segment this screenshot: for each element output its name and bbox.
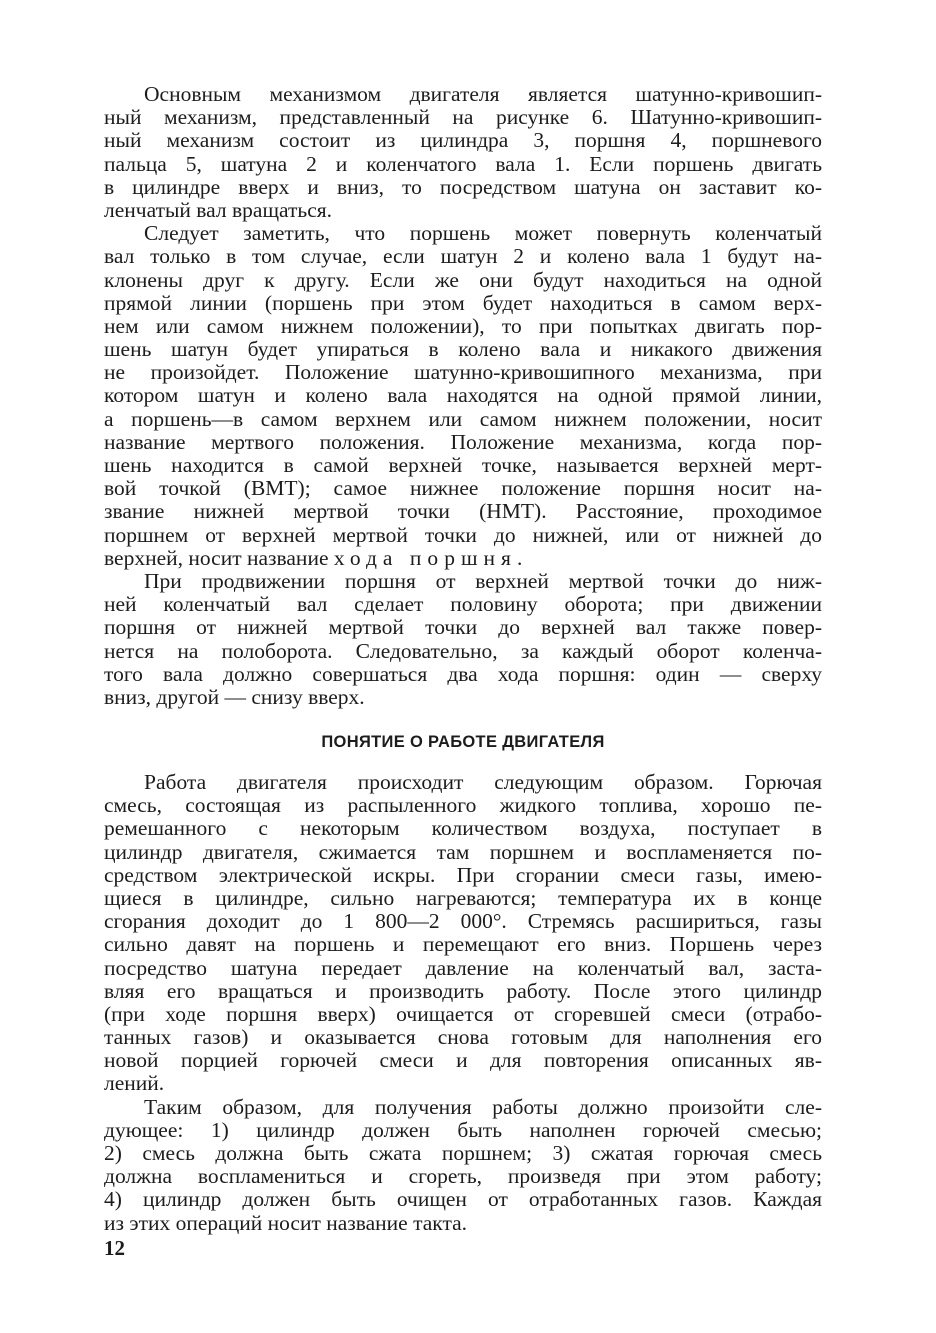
text-line: Работа двигателя происходит следующим образом. Горючая [144, 770, 822, 794]
text-line: ленчатый вал вращаться. [104, 197, 332, 222]
text-line: Таким образом, для получения работы должно произойти сле- [144, 1094, 822, 1119]
text-line: пальца 5, шатуна 2 и коленчатого вала 1. Если поршень двигать [104, 151, 822, 176]
text-line: а поршень—в самом верхнем или самом нижнем положении, носит [104, 406, 822, 431]
text-line: должна воспламениться и сгореть, произведя при этом работу; [104, 1164, 822, 1189]
text-line: вой точкой (ВМТ); самое нижнее положение поршня носит на- [104, 476, 822, 501]
text-run: верхней, носит название [104, 545, 334, 570]
text-line: Основным механизмом двигателя является шатунно-кривошип- [144, 82, 822, 106]
text-line: цилиндр двигателя, сжимается там поршнем и воспламеняется по- [104, 839, 822, 864]
text-line: смесь, состоящая из распыленного жидкого топлива, хорошо пе- [104, 793, 822, 818]
text-line: вниз, другой — снизу вверх. [104, 684, 365, 709]
text-line: из этих операций носит название такта. [104, 1210, 468, 1235]
text-line: посредство шатуна передает давление на коленчатый вал, заста- [104, 955, 822, 980]
text-line: вал только в том случае, если шатун 2 и колено вала 1 будут на- [104, 244, 822, 269]
paragraph-5 [104, 1096, 822, 1235]
text-line: ный механизм состоит из цилиндра 3, поршня 4, поршневого [104, 128, 822, 153]
text-line: лений. [104, 1071, 165, 1096]
text-line: поршня от нижней мертвой точки до верхней вал также повер- [104, 615, 822, 640]
text-line: (при ходе поршня вверх) очищается от сгоревшей смеси (отрабо- [104, 1001, 822, 1026]
text-line: клонены друг к другу. Если же они будут находиться на одной [104, 267, 822, 292]
text-line: в цилиндре вверх и вниз, то посредством шатуна он заставит ко- [104, 174, 822, 199]
text-line [104, 547, 822, 570]
section-heading: ПОНЯТИЕ О РАБОТЕ ДВИГАТЕЛЯ [321, 733, 605, 751]
spaced-term: хода поршня [333, 545, 517, 570]
text-line: 4) цилиндр должен быть очищен от отработанных газов. Каждая [104, 1187, 822, 1212]
text-line: название мертвого положения. Положение механизма, когда пор- [104, 429, 822, 454]
text-line: не произойдет. Положение шатунно-кривошипного механизма, при [104, 360, 822, 385]
page-number: 12 [104, 1236, 125, 1260]
section-2-text [104, 771, 822, 1235]
text-line: шень шатун будет упираться в колено вала и никакого движения [104, 337, 822, 362]
text-line: ный механизм, представленный на рисунке 6. Шатунно-кривошип- [104, 105, 822, 130]
text-line: 2) смесь должна быть сжата поршнем; 3) сжатая горючая смесь [104, 1141, 822, 1165]
paragraph-1 [104, 83, 822, 222]
text-line: сгорания доходит до 1 800—2 000°. Стремясь расшириться, газы [104, 909, 822, 934]
text-line: щиеся в цилиндре, сильно нагреваются; температура их в конце [104, 885, 822, 910]
text-line: ремешанного с некоторым количеством воздуха, поступает в [104, 816, 822, 841]
text-line: нется на полоборота. Следовательно, за каждый оборот коленча- [104, 638, 822, 663]
paragraph-3 [104, 570, 822, 709]
text-line: того вала должно совершаться два хода поршня: один — сверху [104, 661, 822, 686]
section-1-text [104, 83, 822, 709]
text-line: сильно давят на поршень и перемещают его вниз. Поршень через [104, 932, 822, 957]
text-line: котором шатун и колено вала находятся на одной прямой линии, [104, 383, 822, 408]
text-run: . [516, 545, 523, 570]
text-line: поршнем от верхней мертвой точки до нижней, или от нижней до [104, 522, 822, 547]
text-line: ней коленчатый вал сделает половину оборота; при движении [104, 592, 822, 617]
text-line: шень находится в самой верхней точке, называется верхней мерт- [104, 453, 822, 477]
paragraph-4 [104, 771, 822, 1096]
text-line: При продвижении поршня от верхней мертвой точки до ниж- [144, 568, 822, 593]
text-line: Следует заметить, что поршень может повернуть коленчатый [144, 221, 822, 246]
text-line: новой порцией горючей смеси и для повторения описанных яв- [104, 1048, 822, 1073]
text-line: нем или самом нижнем положении), то при попытках двигать пор- [104, 313, 822, 338]
text-line: вляя его вращаться и производить работу. После этого цилиндр [104, 978, 822, 1003]
text-line: дующее: 1) цилиндр должен быть наполнен горючей смесью; [104, 1117, 822, 1142]
paragraph-2 [104, 222, 822, 570]
text-line: средством электрической искры. При сгорании смеси газы, имею- [104, 862, 822, 887]
text-line: звание нижней мертвой точки (НМТ). Расстояние, проходимое [104, 499, 822, 524]
text-line: прямой линии (поршень при этом будет находиться в самом верх- [104, 290, 822, 315]
text-line: танных газов) и оказывается снова готовым для наполнения его [104, 1025, 822, 1050]
